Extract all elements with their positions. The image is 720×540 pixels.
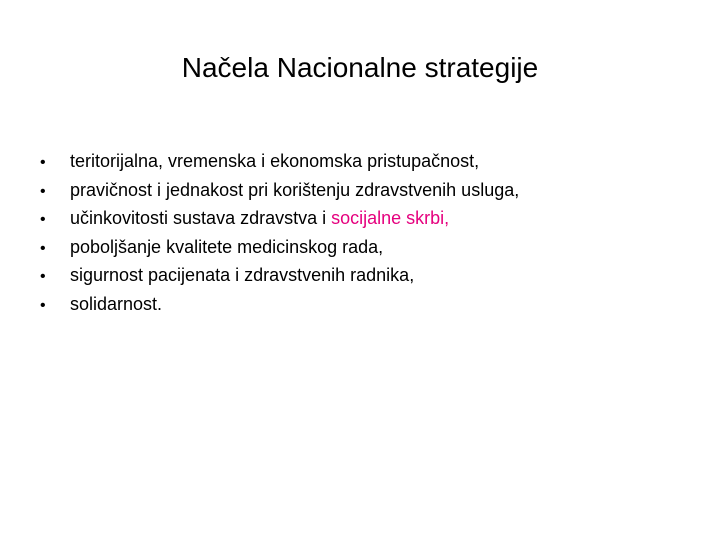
list-item bbox=[40, 291, 519, 320]
bullet-icon: • bbox=[40, 182, 46, 200]
bullet-icon: • bbox=[40, 268, 46, 285]
list-item bbox=[40, 205, 519, 234]
highlighted-text: socijalne skrbi, bbox=[331, 208, 450, 228]
bullet-icon: • bbox=[40, 211, 46, 228]
list-item bbox=[40, 234, 519, 263]
title-bold-part: Načela bbox=[181, 52, 269, 83]
bullet-text-wrap bbox=[70, 205, 449, 232]
bullet-icon: • bbox=[40, 154, 46, 171]
slide-title bbox=[0, 49, 720, 87]
bullet-list bbox=[40, 148, 519, 319]
bullet-text: teritorijalna, vremenska i ekonomska pristupačnost, bbox=[70, 151, 480, 171]
list-item bbox=[40, 262, 519, 291]
bullet-icon: • bbox=[40, 239, 46, 257]
bullet-text: učinkovitosti sustava zdravstva i bbox=[70, 208, 332, 228]
bullet-text: pravičnost i jednakost pri korištenju zdravstvenih usluga, bbox=[70, 179, 520, 200]
list-item bbox=[40, 148, 519, 177]
bullet-text: sigurnost pacijenata i zdravstvenih radnika, bbox=[70, 265, 415, 285]
bullet-icon: • bbox=[40, 296, 46, 314]
title-rest: Nacionalne strategije bbox=[268, 52, 539, 83]
bullet-text: poboljšanje kvalitete medicinskog rada, bbox=[70, 236, 384, 257]
list-item bbox=[40, 177, 519, 206]
bullet-text: solidarnost. bbox=[70, 293, 163, 314]
